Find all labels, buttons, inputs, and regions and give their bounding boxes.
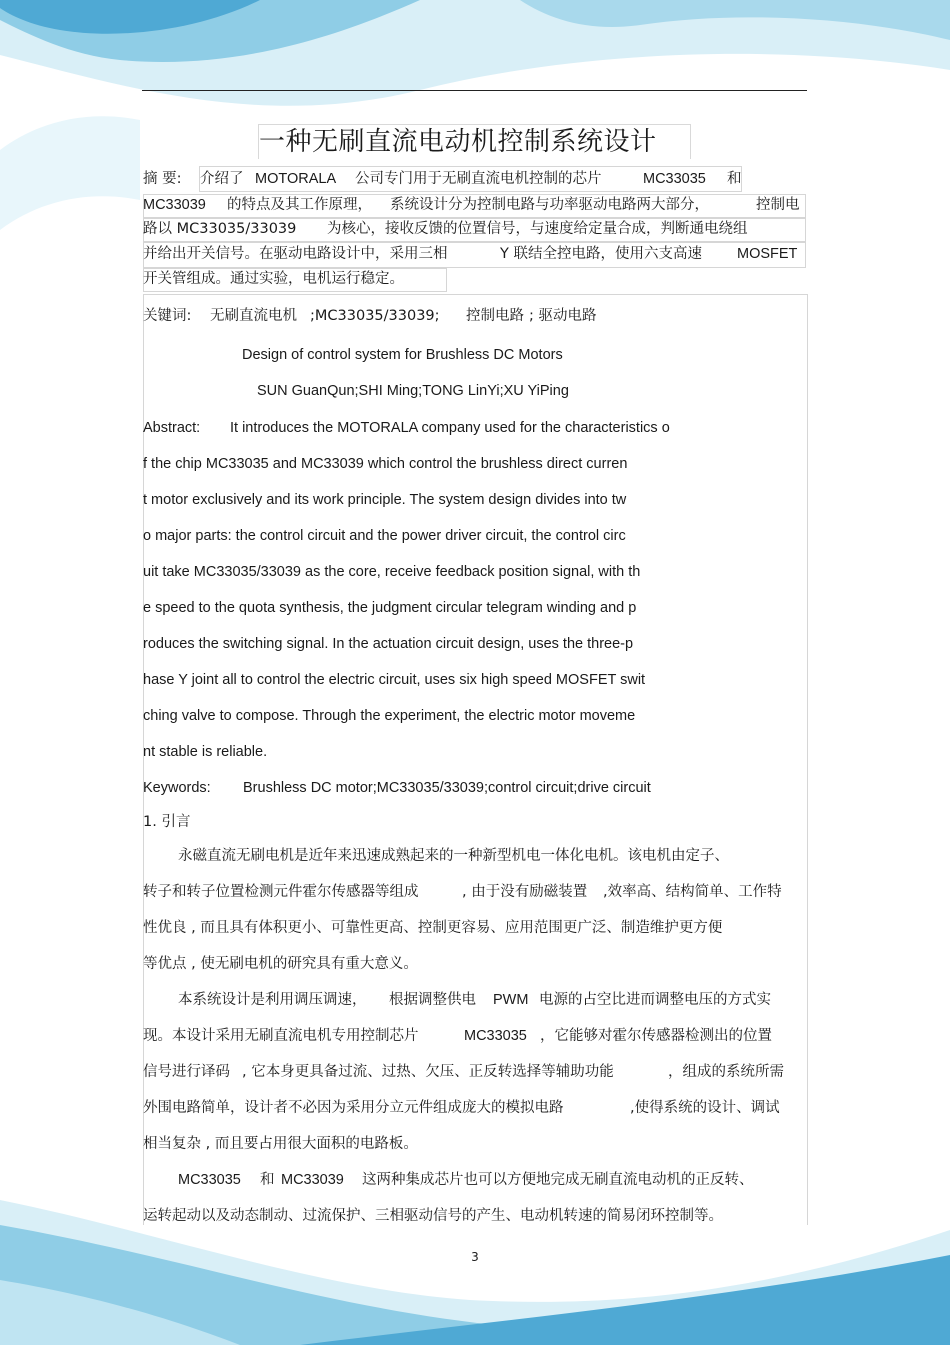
abstract-en-line: nt stable is reliable. (143, 744, 268, 760)
abstract-text: MC33039 (143, 197, 206, 213)
abstract-text: MOSFET (737, 246, 798, 262)
keyword: ; 驱动电路 (529, 308, 597, 324)
abstract-text: 的特点及其工作原理， (227, 197, 372, 213)
page-title: 一种无刷直流电动机控制系统设计 (258, 124, 691, 159)
body-line: 运转起动以及动态制动、过流保护、三相驱动信号的产生、电动机转速的简易闭环控制等。 (143, 1208, 723, 1224)
abstract-text: 路以 MC33035/33039 (143, 221, 297, 237)
body-line: 电源的占空比进而调整电压的方式实 (539, 992, 771, 1008)
abstract-text: 和 (727, 171, 742, 187)
abstract-en-line: hase Y joint all to control the electric circuit, uses six high speed MOSFET swit (143, 672, 646, 688)
keywords-label: 关键词: (143, 308, 192, 324)
abstract-text: Y 联结全控电路，使用六支高速 (500, 246, 702, 262)
body-line: 现。本设计采用无刷直流电机专用控制芯片 (143, 1028, 419, 1044)
body-line: ，组成的系统所需 (668, 1064, 784, 1080)
section-heading: 1. 引言 (143, 814, 191, 830)
body-line: MC33035 (464, 1028, 527, 1044)
keyword: 控制电路 (466, 308, 524, 324)
authors: SUN GuanQun;SHI Ming;TONG LinYi;XU YiPing (257, 383, 569, 399)
abstract-en-line: roduces the switching signal. In the actuation circuit design, uses the three-p (143, 636, 634, 652)
body-line: 根据调整供电 (389, 992, 476, 1008)
body-line: 永磁直流无刷电机是近年来迅速成熟起来的一种新型机电一体化电机。该电机由定子、 (178, 848, 729, 864)
body-line: 性优良 , 而且具有体积更小、可靠性更高、控制更容易、应用范围更广泛、制造维护更方便 (143, 920, 723, 936)
abstract-en-line: It introduces the MOTORALA company used for the characteristics o (230, 420, 670, 436)
body-line: 相当复杂 , 而且要占用很大面积的电路板。 (143, 1136, 418, 1152)
keywords-en-value: Brushless DC motor;MC33035/33039;control circuit;drive circuit (243, 780, 651, 796)
abstract-en-line: ching valve to compose. Through the experiment, the electric motor moveme (143, 708, 636, 724)
body-line: ,使得系统的设计、调试 (630, 1100, 780, 1116)
body-line: 信号进行译码 (143, 1064, 230, 1080)
english-title: Design of control system for Brushless DC Motors (242, 347, 563, 363)
header-rule (142, 90, 807, 91)
body-line: , 它本身更具备过流、过热、欠压、正反转选择等辅助功能 (242, 1064, 614, 1080)
body-line: 这两种集成芯片也可以方便地完成无刷直流电动机的正反转、 (362, 1172, 754, 1188)
body-line: 转子和转子位置检测元件霍尔传感器等组成 (143, 884, 419, 900)
abstract-text: 系统设计分为控制电路与功率驱动电路两大部分， (390, 197, 709, 213)
abstract-en-label: Abstract: (143, 420, 201, 436)
body-line: 外围电路简单，设计者不必因为采用分立元件组成庞大的模拟电路 (143, 1100, 564, 1116)
abstract-en-line: e speed to the quota synthesis, the judgment circular telegram winding and p (143, 600, 637, 616)
body-line: MC33039 (281, 1172, 344, 1188)
body-line: , 由于没有励磁装置 (462, 884, 588, 900)
body-line: ，它能够对霍尔传感器检测出的位置 (540, 1028, 772, 1044)
body-line: 本系统设计是利用调压调速， (178, 992, 367, 1008)
page-number: 3 (471, 1250, 479, 1264)
abstract-en-line: t motor exclusively and its work principle. The system design divides into tw (143, 492, 627, 508)
abstract-en-line: uit take MC33035/33039 as the core, receive feedback position signal, with th (143, 564, 641, 580)
abstract-text: 并给出开关信号。在驱动电路设计中，采用三相 (143, 246, 448, 262)
abstract-text: 控制电 (756, 197, 800, 213)
abstract-text: 介绍了 (200, 171, 244, 187)
body-line: 等优点 , 使无刷电机的研究具有重大意义。 (143, 956, 418, 972)
body-line: ,效率高、结构简单、工作特 (603, 884, 782, 900)
body-line: MC33035 (178, 1172, 241, 1188)
abstract-text: 公司专门用于无刷直流电机控制的芯片 (355, 171, 602, 187)
abstract-text: 开关管组成。通过实验，电机运行稳定。 (143, 271, 404, 287)
keyword: 无刷直流电机 (210, 308, 297, 324)
keyword: ;MC33035/33039; (310, 308, 440, 324)
body-line: 和 (260, 1172, 275, 1188)
abstract-text: 为核心，接收反馈的位置信号，与速度给定量合成，判断通电绕组 (327, 221, 748, 237)
abstract-text: MOTORALA (255, 171, 337, 187)
abstract-en-line: f the chip MC33035 and MC33039 which control the brushless direct curren (143, 456, 628, 472)
abstract-label: 摘 要: (143, 171, 182, 187)
abstract-text: MC33035 (643, 171, 706, 187)
keywords-en-label: Keywords: (143, 780, 211, 796)
body-line: PWM (493, 992, 529, 1008)
abstract-en-line: o major parts: the control circuit and the power driver circuit, the control circ (143, 528, 626, 544)
